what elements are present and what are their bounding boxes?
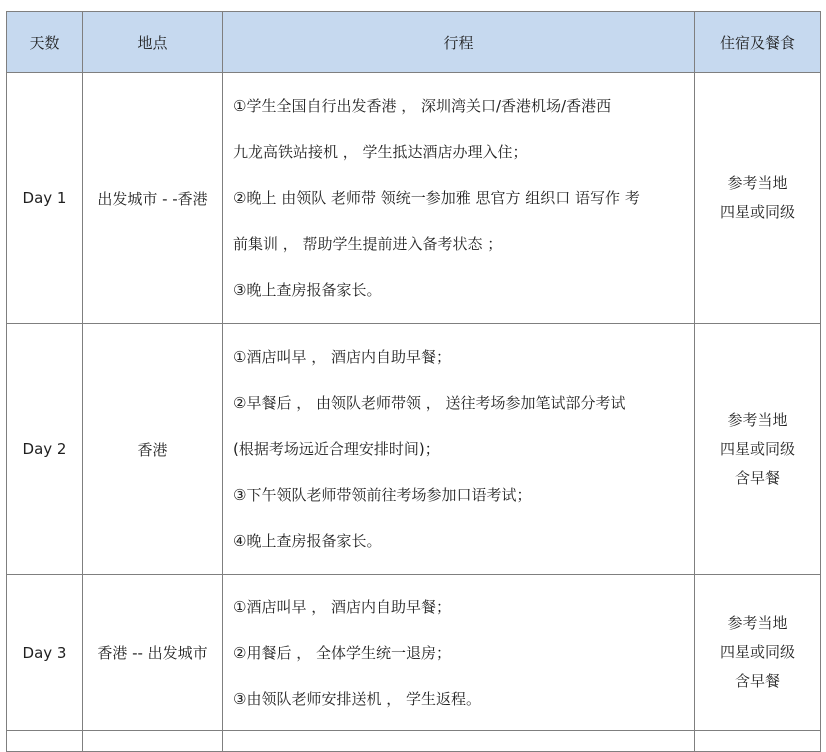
empty-cell <box>695 731 821 752</box>
table-row <box>7 575 821 731</box>
empty-cell <box>223 731 695 752</box>
day-cell: Day 2 <box>7 324 83 575</box>
stay-cell <box>695 575 821 731</box>
plan-line: ②早餐后 ， 由领队老师带领 ， 送往考场参加笔试部分考试 <box>233 394 626 412</box>
stay-line: 参考当地 <box>727 410 788 429</box>
plan-line: (根据考场远近合理安排时间)； <box>233 440 440 458</box>
empty-cell <box>83 731 223 752</box>
plan-line: ③晚上查房报备家长。 <box>233 281 382 299</box>
location-cell: 香港 -- 出发城市 <box>83 575 223 731</box>
plan-line: 前集训 ， 帮助学生提前进入备考状态 ； <box>233 235 503 253</box>
stay-cell <box>695 73 821 324</box>
plan-line: ①酒店叫早 ， 酒店内自助早餐； <box>233 597 451 616</box>
plan-cell <box>223 73 695 324</box>
plan-line: ①学生全国自行出发香港 ， 深圳湾关口/香港机场/香港西 <box>233 97 612 115</box>
table-header-row <box>7 12 821 73</box>
stay-line: 四星或同级 <box>719 643 795 661</box>
header-location: 地点 <box>83 12 223 73</box>
plan-line: ③由领队老师安排送机 ， 学生返程。 <box>233 689 481 708</box>
header-plan: 行程 <box>223 12 695 73</box>
stay-line: 四星或同级 <box>719 439 795 458</box>
stay-line: 含早餐 <box>734 672 780 690</box>
location-cell: 香港 <box>83 324 223 575</box>
plan-line: ④晚上查房报备家长。 <box>233 532 382 550</box>
day-cell: Day 1 <box>7 73 83 324</box>
location-cell: 出发城市 - -香港 <box>83 73 223 324</box>
table-row-partial <box>7 731 821 752</box>
plan-cell <box>223 575 695 731</box>
table-row <box>7 73 821 324</box>
plan-line: 九龙高铁站接机 ， 学生抵达酒店办理入住； <box>233 143 528 161</box>
plan-line: ②晚上 由领队 老师带 领统一参加雅 思官方 组织口 语写作 考 <box>233 189 640 207</box>
header-stay: 住宿及餐食 <box>695 12 821 73</box>
empty-cell <box>7 731 83 752</box>
plan-line: ②用餐后 ， 全体学生统一退房； <box>233 643 451 662</box>
stay-cell <box>695 324 821 575</box>
plan-cell <box>223 324 695 575</box>
stay-line: 含早餐 <box>734 468 780 487</box>
header-day: 天数 <box>7 12 83 73</box>
plan-line: ①酒店叫早 ， 酒店内自助早餐； <box>233 348 451 366</box>
stay-line: 四星或同级 <box>719 203 795 221</box>
itinerary-table <box>6 11 821 752</box>
table-row <box>7 324 821 575</box>
plan-line: ③下午领队老师带领前往考场参加口语考试； <box>233 486 532 504</box>
stay-line: 参考当地 <box>727 614 788 632</box>
stay-line: 参考当地 <box>727 174 788 192</box>
day-cell: Day 3 <box>7 575 83 731</box>
